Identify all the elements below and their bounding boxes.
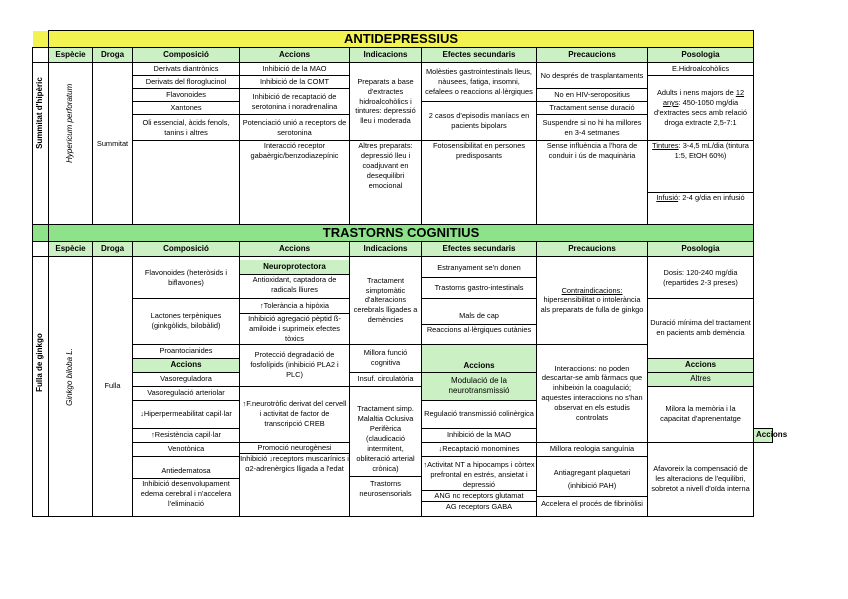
accio-stack — [240, 257, 350, 299]
comp-item: Lactones terpèniques (ginkgòlids, bilobàlid) — [133, 299, 240, 345]
header-efectes: Efectes secundaris — [422, 48, 537, 63]
efecte-accions-label: Accions — [422, 344, 537, 372]
header-composicio: Composició — [133, 48, 240, 63]
indicacio-item: Tractament simp. Malaltia Oclusiva Perifèrica (claudicació intermitent, obliteració arterial crònica) — [350, 402, 421, 477]
header-accions: Accions — [240, 48, 350, 63]
efecte-stack — [422, 257, 537, 299]
posologia-millora: Milora la memòria i la capacitat d'aprenentatge — [648, 386, 754, 442]
header-especie: Espècie — [49, 242, 93, 257]
accio-item: Inhibició de recaptació de serotonina i noradrenalina — [240, 89, 350, 115]
efecte-item: Estranyament se'n donen — [422, 258, 536, 278]
accio-item: Inhibició agregació pèptid ß-amiloide i suprimeix efectes tòxics — [248, 314, 341, 343]
efecte-accio-modulacio: Modulació de la neurotransmissió — [422, 372, 537, 400]
drug-summitat: Summitat — [93, 63, 133, 225]
precaucio-item: Sense influència a l'hora de conduir i ús de maquinària — [537, 141, 648, 225]
side-label-ginkgo: Fulla de ginkgo — [33, 257, 49, 517]
banner-corner — [33, 31, 49, 48]
accio-item: Potenciació unió a receptors de serotonina — [240, 115, 350, 141]
efecte-item: Trastorns gastro-intestinals — [434, 282, 524, 292]
header-efectes: Efectes secundaris — [422, 242, 537, 257]
posologia-adults: Adults i nens majors de 12 anys: 450-1050 mg/dia d'extractes secs amb relació droga extracte 2,5-7:1 — [648, 76, 754, 141]
comp-item: Derivats del floroglucinol — [133, 76, 240, 89]
posologia-infusio: Infusió: 2-4 g/dia en infusió — [648, 193, 754, 225]
comp-item: Flavonoides (heteròsids i biflavones) — [133, 257, 240, 299]
comp-accio: Antiedematosa — [133, 464, 239, 479]
efecte-stack — [422, 299, 537, 345]
indicacio-item: Preparats a base d'extractes hidroalcohòlics i tintures: depressió lleu i moderada — [350, 63, 422, 141]
efecte-accio: AG receptors GABA — [445, 502, 513, 512]
contraindicacions: Contraindicacions: hipersensibilitat o intolerància als preparats de fulla de ginkgo — [537, 257, 648, 345]
comp-accio: Vasoregulació arteriolar — [133, 386, 240, 400]
comp-stack — [133, 456, 240, 516]
section-title-antidepressius: ANTIDEPRESSIUS — [49, 31, 754, 48]
precaucio-item: No després de trasplantaments — [537, 63, 648, 89]
comp-item: Oli essencial, àcids fenols, tanins i altres — [133, 115, 240, 141]
precaucio-accio: Antiagregant plaquetari (inhibició PAH) — [537, 462, 647, 497]
accio-item: ↑F.neurotròfic derivat del cervell i activitat de factor de transcripció CREB — [240, 386, 350, 442]
efecte-accio: Inhibició de la MAO — [422, 428, 537, 442]
posologia-e-label: E.Hidroalcohòlics — [648, 63, 754, 76]
side-label-hiperic: Summitat d'hipèric — [33, 63, 49, 225]
comp-accio: Inhibició desenvolupament edema cerebral i n'accelera l'eliminació — [140, 478, 232, 508]
accio-item: ↑Tolerància a hipòxia — [240, 299, 349, 314]
header-precaucions: Precaucions — [537, 242, 648, 257]
monograph-table — [32, 30, 788, 516]
precaucio-stack — [537, 456, 648, 516]
banner-corner — [33, 225, 49, 242]
species-hypericum: Hypericum perforatum — [49, 63, 93, 225]
posologia-tintures: Tintures: 3-4,5 mL/dia (tintura 1:5, EtOH 60%) — [648, 141, 754, 193]
accio-item: Protecció degradació de fosfolípids (inhibició PLA2 i PLC) — [240, 344, 350, 386]
comp-accio: Venotònica — [133, 442, 240, 456]
comp-accio: ↑Resistència capil·lar — [133, 428, 240, 442]
efecte-accio: ANG nc receptors glutamat — [422, 491, 536, 502]
comp-item: Proantocianides — [133, 344, 240, 358]
efecte-accio: ↓Recaptació monomines — [422, 442, 537, 456]
indicacio-item: Insuf. circulatòria — [350, 372, 422, 386]
header-blank — [33, 48, 49, 63]
comp-accions-label: Accions — [133, 358, 240, 372]
header-composicio: Composició — [133, 242, 240, 257]
comp-item: Xantones — [133, 102, 240, 115]
precaucio-accio: Accelera el procés de fibrinòlisi — [541, 498, 643, 508]
header-blank — [33, 242, 49, 257]
header-droga: Droga — [93, 242, 133, 257]
indicacio-item: Tractament simptomàtic d'alteracions cerebrals lligades a demències — [350, 257, 422, 345]
efecte-item: Reaccions al·lèrgiques cutànies — [426, 324, 532, 334]
header-precaucions: Precaucions — [537, 48, 648, 63]
posologia-accions-label: Accions — [648, 358, 754, 372]
indicacio-item — [350, 386, 422, 516]
drug-fulla: Fulla — [93, 257, 133, 517]
header-indicacions: Indicacions — [350, 242, 422, 257]
indicacio-item: Altres preparats: depressió lleu i coadjuvant en desequilibri emocional — [350, 141, 422, 225]
precaucio-accions-label: Accions — [754, 428, 773, 442]
comp-accio: ↓Hiperpermeabilitat capil·lar — [133, 400, 240, 428]
accio-item: Promoció neurogènesi — [240, 443, 349, 454]
indicacio-item: Trastorns neurosensorials — [359, 478, 412, 498]
posologia-dosis: Dosis: 120-240 mg/dia (repartides 2-3 preses) — [648, 257, 754, 299]
efecte-stack — [422, 456, 537, 516]
efecte-item: Fotosensibilitat en persones predisposants — [422, 141, 537, 225]
posologia-duracio: Duració mínima del tractament en pacients amb demència — [648, 299, 754, 359]
efecte-item: 2 casos d'episodis maníacs en pacients bipolars — [422, 102, 537, 141]
precaucio-item: Tractament sense duració — [537, 102, 648, 115]
interaccions: Interaccions: no poden descartar-se amb fàrmacs que inhibeixin la coagulació; aquestes interaccions no s'han observat en els estudis controlats — [537, 344, 648, 442]
precaucio-accio: Millora reologia sanguínia — [537, 442, 648, 456]
efecte-accio: ↑Activitat NT a hipocamps i còrtex prefrontal en estrés, ansietat i depressió — [423, 460, 535, 490]
accio-item: Inhibició de la MAO — [240, 63, 350, 76]
header-indicacions: Indicacions — [350, 48, 422, 63]
efecte-item: Molèsties gastrointestinals lleus, nàusees, fatiga, insomni, cefalees o reaccions al·lèrgiques — [422, 63, 537, 102]
header-posologia: Posologia — [648, 48, 754, 63]
species-ginkgo: Ginkgo biloba L. — [49, 257, 93, 517]
section-title-trastorns: TRASTORNS COGNITIUS — [49, 225, 754, 242]
header-posologia: Posologia — [648, 242, 754, 257]
header-accions: Accions — [240, 242, 350, 257]
precaucio-item: No en HIV-seropositius — [537, 89, 648, 102]
efecte-accio: Regulació transmissió colinèrgica — [422, 400, 537, 428]
comp-accio: Vasoreguladora — [133, 372, 240, 386]
accio-item: Inhibició de la COMT — [240, 76, 350, 89]
accio-neuroprotectora: Neuroprotectora — [240, 260, 349, 275]
posologia-afavoreix: Afavoreix la compensació de les alteracions de l'equilibri, sobretot a nivell d'oïda interna — [648, 442, 754, 516]
precaucio-item: Suspendre si no hi ha millores en 3-4 setmanes — [537, 115, 648, 141]
header-droga: Droga — [93, 48, 133, 63]
comp-blank — [133, 141, 240, 225]
accio-item — [240, 442, 350, 516]
indicacio-item: Millora funció cognitiva — [350, 344, 422, 372]
efecte-item: Mals de cap — [422, 308, 536, 325]
accio-item: Inhibició ↓receptors muscarínics i α2-adrenèrgics lligada a l'edat — [240, 453, 349, 473]
accio-item: Antioxidant, captadora de radicals lliures — [252, 275, 337, 294]
header-especie: Espècie — [49, 48, 93, 63]
comp-item: Derivats diantrònics — [133, 63, 240, 76]
posologia-altres: Altres — [648, 372, 754, 386]
accio-item: Interacció receptor gabaèrgic/benzodiazepínic — [240, 141, 350, 225]
accio-stack — [240, 299, 350, 345]
comp-item: Flavonoides — [133, 89, 240, 102]
